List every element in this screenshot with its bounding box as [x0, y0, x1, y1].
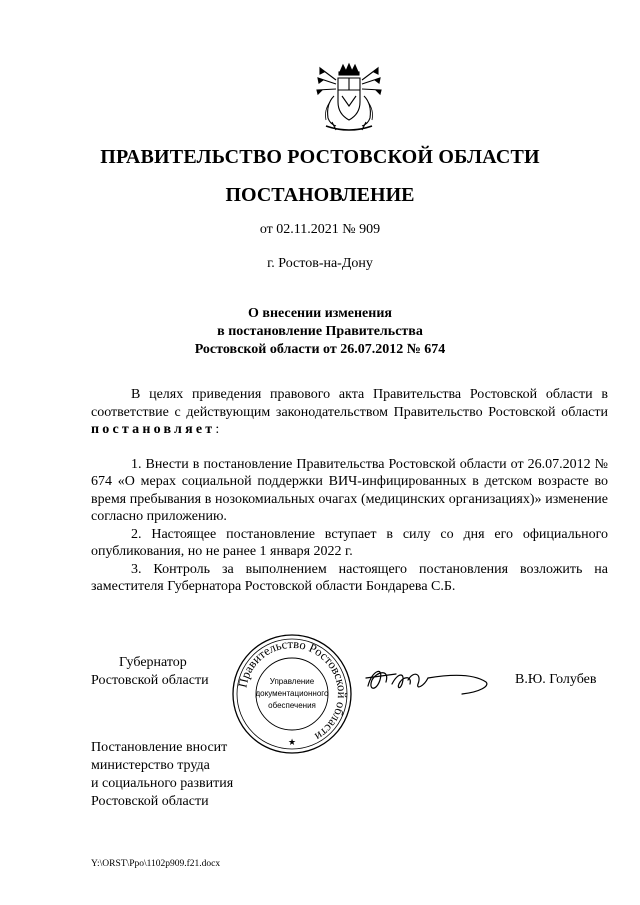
official-stamp — [230, 632, 354, 756]
decree-date-number: от 02.11.2021 № 909 — [259, 222, 381, 237]
item-paragraph-2: 2. Настоящее постановление вступает в силу со дня его официального опубликования, но не ранее 1 января 2022 г. — [91, 526, 608, 559]
signatory-name: В.Ю. Голубев — [515, 672, 597, 687]
file-path: Y:\ORST\Ppo\1102p909.f21.docx — [91, 859, 221, 869]
preamble-text: В целях приведения правового акта Правительства Ростовской области в соответствие с действующим законодательством Правительство Ростовской области — [91, 387, 608, 420]
stamp-star-icon: ★ — [287, 737, 297, 747]
stamp-outer-text: Правительство Ростовской области — [235, 636, 350, 744]
submitted-by-line-2: министерство труда — [91, 758, 210, 773]
item-paragraph-3: 3. Контроль за выполнением настоящего постановления возложить на заместителя Губернатора Ростовской области Бондарева С.Б. — [91, 561, 608, 594]
submitted-by — [91, 739, 291, 811]
handwritten-signature — [362, 660, 492, 700]
document-type-heading: ПОСТАНОВЛЕНИЕ — [225, 184, 415, 206]
submitted-by-line-3: и социального развития — [91, 776, 234, 791]
city: г. Ростов-на-Дону — [267, 256, 373, 271]
stamp-inner-line-2: документационного — [255, 689, 329, 698]
subject-line-3: Ростовской области от 26.07.2012 № 674 — [194, 342, 446, 357]
government-heading: ПРАВИТЕЛЬСТВО РОСТОВСКОЙ ОБЛАСТИ — [100, 146, 540, 168]
stamp-inner-line-3: обеспечения — [268, 701, 316, 710]
subject-line-2: в постановление Правительства — [217, 324, 423, 339]
signatory-title-line-2: Ростовской области — [91, 673, 209, 688]
subject-line-1: О внесении изменения — [248, 306, 392, 321]
submitted-by-line-1: Постановление вносит — [91, 740, 228, 755]
coat-of-arms-icon — [314, 62, 384, 134]
signatory-title — [91, 654, 231, 690]
signatory-title-line-1: Губернатор — [119, 655, 187, 670]
preamble-paragraph — [91, 386, 608, 439]
decree-body — [91, 386, 608, 596]
item-paragraph-1: 1. Внести в постановление Правительства Ростовской области от 26.07.2012 № 674 «О мерах социальной поддержки ВИЧ-инфицированных в детском возрасте во время пребывания в нозокомиальных очагах (медицинских организациях)» изменение согласно приложению. — [91, 456, 608, 524]
stamp-inner-line-1: Управление — [269, 677, 315, 686]
preamble-end: : — [215, 422, 220, 437]
submitted-by-line-4: Ростовской области — [91, 794, 209, 809]
decree-subject — [0, 305, 640, 359]
preamble-emphasis: постановляет — [91, 422, 216, 437]
